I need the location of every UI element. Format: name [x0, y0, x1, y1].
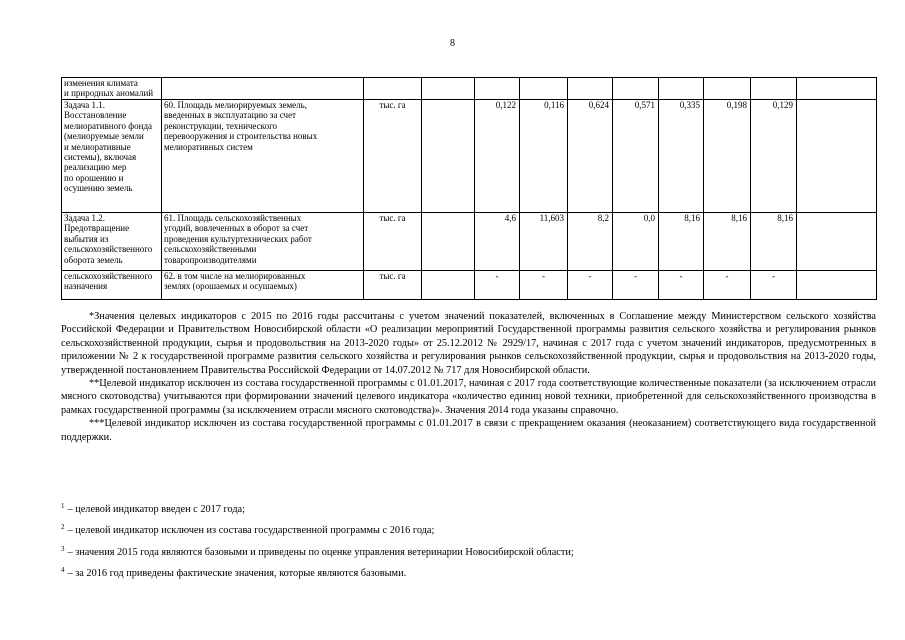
table-row	[62, 271, 877, 300]
note-paragraph: **Целевой индикатор исключен из состава государственной программы с 01.01.2017, начиная с 2017 года соответствующие количественные показатели (за исключением отрасли мясного скотоводства) учитываются при формировании значений целевого индикатора «количество единиц новой техники, приобретенной для сельскохозяйственного производства в рамках государственной программы (за исключением отрасли мясного скотоводства)». Значения 2014 года указаны справочно.	[61, 378, 876, 416]
footnote-mark: 1	[61, 502, 65, 510]
table-row	[62, 213, 877, 271]
value-cell: -	[568, 271, 613, 300]
unit-cell: тыс. га	[364, 213, 422, 271]
footnotes-section	[61, 500, 876, 586]
value-cell	[797, 78, 877, 100]
value-cell	[422, 100, 475, 213]
table-row	[62, 78, 877, 100]
footnote-text: – целевой индикатор исключен из состава государственной программы с 2016 года;	[67, 525, 435, 537]
footnote	[61, 564, 876, 580]
value-cell: 8,16	[659, 213, 704, 271]
footnote-text: – целевой индикатор введен с 2017 года;	[67, 504, 245, 515]
task-cell: сельскохозяйственного назначения	[62, 271, 162, 300]
value-cell	[520, 78, 568, 100]
task-cell: Задача 1.1. Восстановление мелиоративного фонда (мелиоруемые земли и мелиоративные системы), включая реализацию мер по орошению и осушению земель	[62, 100, 162, 213]
value-cell	[422, 78, 475, 100]
task-cell: Задача 1.2. Предотвращение выбытия из сельскохозяйственного оборота земель	[62, 213, 162, 271]
value-cell: -	[751, 271, 797, 300]
unit-cell: тыс. га	[364, 271, 422, 300]
unit-cell: тыс. га	[364, 100, 422, 213]
indicator-cell: 62. в том числе на мелиорированных землях (орошаемых и осушаемых)	[162, 271, 364, 300]
value-cell: 0,624	[568, 100, 613, 213]
table-row	[62, 100, 877, 213]
footnote	[61, 543, 876, 559]
notes-section	[61, 310, 876, 444]
value-cell: 0,116	[520, 100, 568, 213]
value-cell: 0,0	[613, 213, 659, 271]
value-cell: -	[659, 271, 704, 300]
value-cell: 0,198	[704, 100, 751, 213]
value-cell	[475, 78, 520, 100]
value-cell	[613, 78, 659, 100]
value-cell: 8,16	[704, 213, 751, 271]
value-cell	[797, 271, 877, 300]
value-cell: 0,335	[659, 100, 704, 213]
footnote-text: – за 2016 год приведены фактические значения, которые являются базовыми.	[67, 568, 407, 580]
value-cell: 0,122	[475, 100, 520, 213]
indicator-cell: 60. Площадь мелиорируемых земель, введенных в эксплуатацию за счет реконструкции, технического перевооружения и строительства новых мелиоративных систем	[162, 100, 364, 213]
value-cell: -	[704, 271, 751, 300]
value-cell: 0,571	[613, 100, 659, 213]
value-cell: 4,6	[475, 213, 520, 271]
value-cell	[422, 213, 475, 271]
footnote-mark: 4	[61, 566, 65, 575]
value-cell: -	[613, 271, 659, 300]
footnote-mark: 3	[61, 544, 65, 553]
footnote-mark: 2	[61, 523, 65, 532]
value-cell	[797, 100, 877, 213]
value-cell: -	[520, 271, 568, 300]
value-cell: 0,129	[751, 100, 797, 213]
note-paragraph: *Значения целевых индикаторов с 2015 по 2016 годы рассчитаны с учетом значений показателей, включенных в Соглашение между Министерством сельского хозяйства Российской Федерации и Правительством Новосибирской области «О реализации мероприятий Государственной программы развития сельского хозяйства и регулирования рынков сельскохозяйственной продукции, сырья и продовольствия на 2013-2020 годы» от 25.12.2012 № 2929/17, начиная с 2017 года с учетом значений индикаторов, предусмотренных в приложении № 2 к государственной программе развития сельского хозяйства и регулирования рынков сельскохозяйственной продукции, сырья и продовольствия на 2013-2020 годы, утвержденной постановлением Правительства Российской Федерации от 14.07.2012 № 717 для Новосибирской области.	[61, 311, 876, 376]
value-cell	[797, 213, 877, 271]
footnote-text: – значения 2015 года являются базовыми и приведены по оценке управления ветеринарии Новосибирской области;	[67, 546, 574, 558]
value-cell	[751, 78, 797, 100]
indicators-table	[61, 77, 877, 300]
value-cell: 8,2	[568, 213, 613, 271]
value-cell	[704, 78, 751, 100]
task-cell: изменения климата и природных аномалий	[62, 78, 162, 100]
footnote	[61, 500, 876, 516]
value-cell: -	[475, 271, 520, 300]
note-paragraph: ***Целевой индикатор исключен из состава государственной программы с 01.01.2017 в связи с прекращением оказания (неоказанием) соответствующего вида государственной поддержки.	[61, 418, 876, 443]
unit-cell	[364, 78, 422, 100]
value-cell	[422, 271, 475, 300]
value-cell: 11,603	[520, 213, 568, 271]
footnote	[61, 521, 876, 537]
indicator-cell	[162, 78, 364, 100]
value-cell	[659, 78, 704, 100]
value-cell	[568, 78, 613, 100]
page-number: 8	[450, 38, 455, 49]
value-cell: 8,16	[751, 213, 797, 271]
indicator-cell: 61. Площадь сельскохозяйственных угодий, вовлеченных в оборот за счет проведения культуртехнических работ сельскохозяйственными товаропроизводителями	[162, 213, 364, 271]
